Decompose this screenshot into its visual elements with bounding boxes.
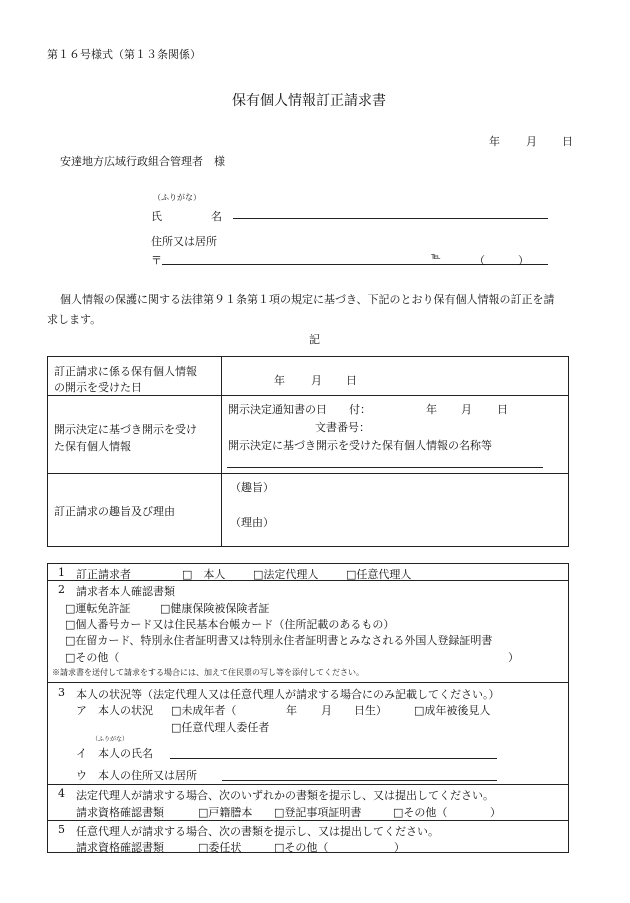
ki-label: 記 [309, 333, 320, 346]
principal-address-field[interactable] [222, 780, 497, 781]
section4-docs-label: 請求資格確認書類 [76, 806, 164, 819]
voluntary-principal-checkbox[interactable]: □任意代理人委任者 [171, 721, 270, 734]
tel-parens: （ ） [474, 254, 529, 267]
row2-label-line2: た保有個人情報 [54, 440, 131, 453]
date-year-label: 年 [489, 135, 500, 148]
section5-docs-label: 請求資格確認書類 [76, 841, 164, 854]
section5-label: 任意代理人が請求する場合、次の書類を提示し、又は提出してください。 [76, 825, 439, 838]
minor-birth-month: 月 [321, 704, 332, 717]
power-of-attorney-checkbox[interactable]: □委任状 [198, 841, 242, 854]
row1-day: 日 [346, 374, 357, 387]
section5-other-checkbox[interactable]: □その他（ [274, 841, 329, 854]
page-title: 保有個人情報訂正請求書 [232, 93, 386, 109]
tel-label: ℡ [431, 252, 441, 262]
requester-info-table [47, 563, 569, 853]
drivers-license-checkbox[interactable]: □運転免許証 [65, 602, 131, 615]
adult-ward-checkbox[interactable]: □成年被後見人 [414, 704, 491, 717]
date-day-label: 日 [562, 135, 573, 148]
requester-self-checkbox[interactable]: □ 本人 [182, 568, 226, 581]
row2-doc-number: 文書番号： [315, 421, 370, 434]
addressee: 安達地方広域行政組合管理者 様 [60, 155, 225, 168]
section4-other-checkbox[interactable]: □その他（ [393, 806, 448, 819]
postal-note: ※請求書を送付して請求をする場合には、加えて住民票の写し等を添付してください。 [52, 668, 364, 677]
minor-birth-day: 日生） [354, 704, 387, 717]
principal-status-label: ア 本人の状況 [76, 704, 153, 717]
name-field[interactable] [233, 218, 548, 219]
section3-label: 本人の状況等（法定代理人又は任意代理人が請求する場合にのみ記載してください。） [76, 688, 500, 701]
row2-notice-date: 開示決定通知書の日 付： [228, 403, 371, 416]
name-label-2: 名 [211, 210, 222, 223]
residence-card-checkbox[interactable]: □在留カード、特別永住者証明書又は特別永住者証明書とみなされる外国人登録証明書 [65, 634, 493, 647]
request-details-table [47, 356, 569, 547]
health-insurance-checkbox[interactable]: □健康保険被保険者証 [160, 602, 270, 615]
section4-number: 4 [58, 787, 65, 800]
row2-day: 日 [497, 403, 508, 416]
section4-other-close: ） [490, 806, 501, 819]
requester-legal-rep-checkbox[interactable]: □法定代理人 [253, 568, 319, 581]
row1-label-line1: 訂正請求に係る保有個人情報 [54, 365, 197, 378]
registry-certificate-checkbox[interactable]: □登記事項証明書 [274, 806, 362, 819]
name-label-1: 氏 [151, 210, 162, 223]
row1-label-line2: の開示を受けた日 [54, 381, 142, 394]
section3-number: 3 [58, 686, 65, 699]
principal-address-label: ウ 本人の住所又は居所 [76, 769, 197, 782]
section5-other-close: ） [394, 841, 405, 854]
section2-number: 2 [58, 583, 65, 596]
row2-info-name: 開示決定に基づき開示を受けた保有個人情報の名称等 [228, 439, 492, 452]
date-month-label: 月 [526, 135, 537, 148]
row1-month: 月 [311, 374, 322, 387]
form-number: 第１６号様式（第１３条関係） [47, 48, 201, 61]
row3-label: 訂正請求の趣旨及び理由 [54, 505, 175, 518]
id-other-checkbox[interactable]: □その他（ [65, 651, 120, 664]
minor-birth-year: 年 [286, 704, 297, 717]
section1-number: 1 [58, 566, 65, 579]
row3-reason: （理由） [230, 516, 274, 529]
section4-label: 法定代理人が請求する場合、次のいずれかの書類を提示し、又は提出してください。 [76, 789, 494, 802]
family-register-checkbox[interactable]: □戸籍謄本 [198, 806, 253, 819]
principal-furigana-label: （ふりがな） [92, 736, 129, 743]
row2-info-field[interactable] [227, 467, 543, 468]
intro-line-1: 個人情報の保護に関する法律第９１条第１項の規定に基づき、下記のとおり保有個人情報の訂正を請 [60, 293, 555, 306]
id-other-close: ） [508, 651, 519, 664]
requester-voluntary-rep-checkbox[interactable]: □任意代理人 [346, 568, 412, 581]
row1-year: 年 [274, 374, 285, 387]
name-furigana-label: （ふりがな） [153, 193, 201, 202]
postal-mark: 〒 [151, 254, 162, 267]
intro-line-2: 求します。 [47, 313, 102, 326]
row3-gist: （趣旨） [230, 481, 274, 494]
row2-month: 月 [461, 403, 472, 416]
section5-number: 5 [58, 823, 65, 836]
section2-label: 請求者本人確認書類 [76, 585, 175, 598]
section1-label: 訂正請求者 [76, 568, 131, 581]
row2-label-line1: 開示決定に基づき開示を受け [54, 423, 197, 436]
row2-year: 年 [426, 403, 437, 416]
minor-checkbox[interactable]: □未成年者（ [171, 704, 237, 717]
principal-name-field[interactable] [170, 758, 497, 759]
address-label: 住所又は居所 [151, 235, 217, 248]
my-number-card-checkbox[interactable]: □個人番号カード又は住民基本台帳カード（住所記載のあるもの） [65, 618, 395, 631]
principal-name-label: イ 本人の氏名 [76, 747, 153, 760]
